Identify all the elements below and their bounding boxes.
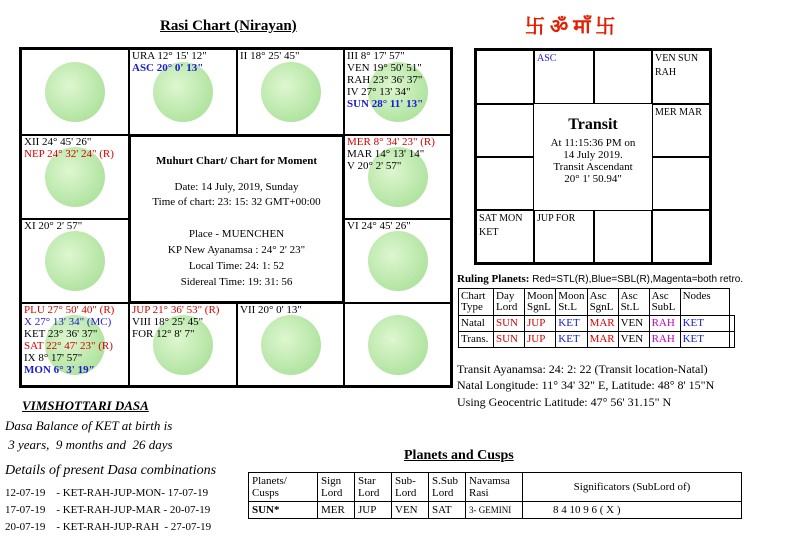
ruling-cell: KET: [556, 316, 587, 332]
dasa-row: 20-07-19 - KET-RAH-JUP-RAH - 27-07-19: [5, 521, 212, 533]
chart-date: Date: 14 July, 2019, Sunday: [174, 181, 299, 193]
header-cell: Star Lord: [355, 473, 392, 502]
planet-position: JUP 21° 36' 53" (R): [132, 304, 220, 316]
header-cell: Chart Type: [459, 289, 494, 316]
header-cell: Sub- Lord: [392, 473, 429, 502]
chart-place: Place - MUENCHEN: [188, 228, 285, 240]
ruling-cell: [729, 316, 734, 332]
header-cell: Sign Lord: [318, 473, 355, 502]
capricorn-sign-icon: [45, 231, 105, 291]
transit-house-cell: [476, 157, 534, 210]
ruling-header-row: [459, 289, 735, 316]
ruling-cell: SUN: [494, 332, 525, 348]
header-cell: Day Lord: [494, 289, 525, 316]
ruling-cell: VEN: [618, 316, 649, 332]
rasi-house-cell: [344, 49, 451, 135]
transit-info: [534, 104, 652, 210]
transit-mer-mar: MER MAR: [655, 107, 702, 118]
planet-position: IX 8° 17' 57": [24, 352, 83, 364]
planet-position: X 27° 13' 34" (MC): [24, 316, 112, 328]
transit-sat-mon: SAT MON: [479, 213, 523, 224]
ruling-cell: KET: [680, 332, 729, 348]
rasi-house-cell: [237, 303, 344, 386]
planet-position: MER 8° 34' 23" (R): [347, 136, 435, 148]
transit-at: At 11:15:36 PM on: [550, 137, 636, 149]
planet-position: SUN 28° 11' 13": [347, 98, 424, 110]
transit-ayanamsa: Transit Ayanamsa: 24: 2: 22 (Transit location-Natal): [457, 362, 708, 376]
header-cell: Planets/ Cusps: [249, 473, 318, 502]
header-cell: S.Sub Lord: [429, 473, 466, 502]
planet-position: VI 24° 45' 26": [347, 220, 411, 232]
ruling-planets-heading: [457, 273, 743, 285]
ruling-cell: RAH: [649, 332, 680, 348]
planet-position: VEN 19° 50' 51": [347, 62, 422, 74]
ruling-row-natal: [459, 316, 735, 332]
dasa-row: 12-07-19 - KET-RAH-JUP-MON- 17-07-19: [5, 487, 209, 499]
planet-position: FOR 12° 8' 7": [132, 328, 195, 340]
ruling-cell: KET: [680, 316, 729, 332]
pisces-sign-icon: [45, 62, 105, 122]
virgo-sign-icon: [368, 315, 428, 375]
ruling-cell: VEN: [618, 332, 649, 348]
significators: 8 4 10 9 6 ( X ): [523, 502, 742, 519]
leo-sign-icon: [368, 231, 428, 291]
transit-house-cell: [594, 210, 652, 263]
planet-position: URA 12° 15' 12": [132, 50, 207, 62]
planet-position: XI 20° 2' 57": [24, 220, 83, 232]
header-cell: Significators (SubLord of): [523, 473, 742, 502]
ruling-cell: KET: [556, 332, 587, 348]
planet-position: RAH 23° 36' 37": [347, 74, 423, 86]
planet-position: PLU 27° 50' 40" (R): [24, 304, 115, 316]
transit-house-cell: [476, 104, 534, 157]
dasa-row: 17-07-19 - KET-RAH-JUP-MAR - 20-07-19: [5, 504, 211, 516]
rasi-house-cell: [129, 303, 237, 386]
rasi-house-cell: [344, 219, 451, 303]
planet-position: VIII 18° 25' 45": [132, 316, 204, 328]
sign-lord: MER: [318, 502, 355, 519]
transit-house-cell: [534, 210, 594, 263]
rasi-chart: [19, 47, 453, 388]
transit-asc-label: ASC: [537, 53, 557, 64]
navamsa-rasi: 3- GEMINI: [466, 502, 523, 519]
transit-house-cell: [594, 50, 652, 104]
ruling-cell: [729, 332, 734, 348]
planet-position: III 8° 17' 57": [347, 50, 405, 62]
rasi-house-cell: [21, 219, 129, 303]
planet-position: SAT 22° 47' 23" (R): [24, 340, 113, 352]
rasi-house-cell: [129, 49, 237, 135]
planet-position: VII 20° 0' 13": [240, 304, 302, 316]
planet-position: ASC 20° 0' 13": [132, 62, 204, 74]
header-cell: Asc St.L: [618, 289, 649, 316]
transit-title: Transit: [568, 116, 618, 133]
rasi-house-cell: [344, 135, 451, 219]
planets-cusps-title: Planets and Cusps: [404, 448, 514, 463]
ruling-cell: JUP: [525, 332, 556, 348]
transit-asc-label-text: Transit Ascendant: [553, 161, 633, 173]
transit-rah: RAH: [655, 67, 677, 78]
rasi-house-cell: [344, 303, 451, 386]
row-label: Natal: [459, 316, 494, 332]
transit-jup-for: JUP FOR: [537, 213, 576, 224]
star-lord: JUP: [355, 502, 392, 519]
sidereal-time: Sidereal Time: 19: 31: 56: [180, 276, 293, 288]
row-label: Trans.: [459, 332, 494, 348]
header-cell: Nodes: [680, 289, 729, 316]
header-cell: Asc SubL: [649, 289, 680, 316]
header-cell: Moon SgnL: [525, 289, 556, 316]
transit-date: 14 July 2019.: [563, 149, 623, 161]
planet-name: SUN*: [249, 502, 318, 519]
transit-chart: [474, 48, 712, 265]
natal-longitude: Natal Longitude: 11° 34' 32" E, Latitude: 48° 8' 15"N: [457, 378, 715, 392]
dasa-balance: Dasa Balance of KET at birth is: [5, 418, 173, 433]
planet-position: XII 24° 45' 26": [24, 136, 92, 148]
libra-sign-icon: [261, 315, 321, 375]
kp-ayanamsa: KP New Ayanamsa : 24° 2' 23": [167, 244, 306, 256]
rasi-house-cell: [21, 303, 129, 386]
transit-house-cell: [652, 50, 710, 104]
planet-row: [249, 502, 742, 519]
header-cell: Navamsa Rasi: [466, 473, 523, 502]
transit-asc-value: 20° 1' 50.94": [564, 173, 622, 185]
chart-time: Time of chart: 23: 15: 32 GMT+00:00: [152, 196, 321, 208]
planet-position: KET 23° 36' 37": [24, 328, 98, 340]
ruling-legend: Red=STL(R),Blue=SBL(R),Magenta=both retro.: [532, 274, 744, 285]
header-cell: Moon St.L: [556, 289, 587, 316]
ruling-planets-table: [458, 288, 735, 348]
planet-position: IV 27° 13' 34": [347, 86, 411, 98]
taurus-sign-icon: [261, 62, 321, 122]
planet-position: MON 6° 3' 19": [24, 364, 95, 376]
planets-header-row: [249, 473, 742, 502]
geocentric-latitude: Using Geocentric Latitude: 47° 56' 31.15" N: [457, 395, 672, 409]
transit-ket: KET: [479, 227, 499, 238]
religious-symbols: 卐 ॐ माँ 卐: [525, 16, 616, 38]
ruling-row-transit: [459, 332, 735, 348]
local-time: Local Time: 24: 1: 52: [188, 260, 285, 272]
ruling-cell: MAR: [587, 332, 618, 348]
planet-position: MAR 14° 13' 14": [347, 148, 425, 160]
ruling-cell: RAH: [649, 316, 680, 332]
rasi-house-cell: [21, 49, 129, 135]
dasa-title: VIMSHOTTARI DASA: [22, 398, 149, 413]
transit-house-cell: [652, 210, 710, 263]
transit-house-cell: [534, 50, 594, 104]
rasi-house-cell: [237, 49, 344, 135]
chart-info-box: [129, 135, 344, 303]
ruling-cell: SUN: [494, 316, 525, 332]
header-cell: Asc SgnL: [587, 289, 618, 316]
rasi-house-cell: [21, 135, 129, 219]
ruling-cell: MAR: [587, 316, 618, 332]
s-sub-lord: SAT: [429, 502, 466, 519]
dasa-details-heading: Details of present Dasa combinations: [5, 463, 217, 478]
transit-house-cell: [476, 50, 534, 104]
dasa-balance-duration: 3 years, 9 months and 26 days: [5, 437, 173, 452]
ruling-cell: JUP: [525, 316, 556, 332]
rasi-chart-title: Rasi Chart (Nirayan): [160, 18, 297, 34]
ruling-planets-label: Ruling Planets:: [457, 273, 530, 285]
planet-position: V 20° 2' 57": [347, 160, 402, 172]
planet-position: NEP 24° 32' 24" (R): [24, 148, 114, 160]
sub-lord: VEN: [392, 502, 429, 519]
chart-info-title: Muhurt Chart/ Chart for Moment: [155, 155, 318, 167]
transit-house-cell: [476, 210, 534, 263]
transit-ven-sun: VEN SUN: [655, 53, 699, 64]
transit-house-cell: [652, 157, 710, 210]
planet-position: II 18° 25' 45": [240, 50, 300, 62]
transit-house-cell: [652, 104, 710, 157]
planets-cusps-table: [248, 472, 742, 519]
